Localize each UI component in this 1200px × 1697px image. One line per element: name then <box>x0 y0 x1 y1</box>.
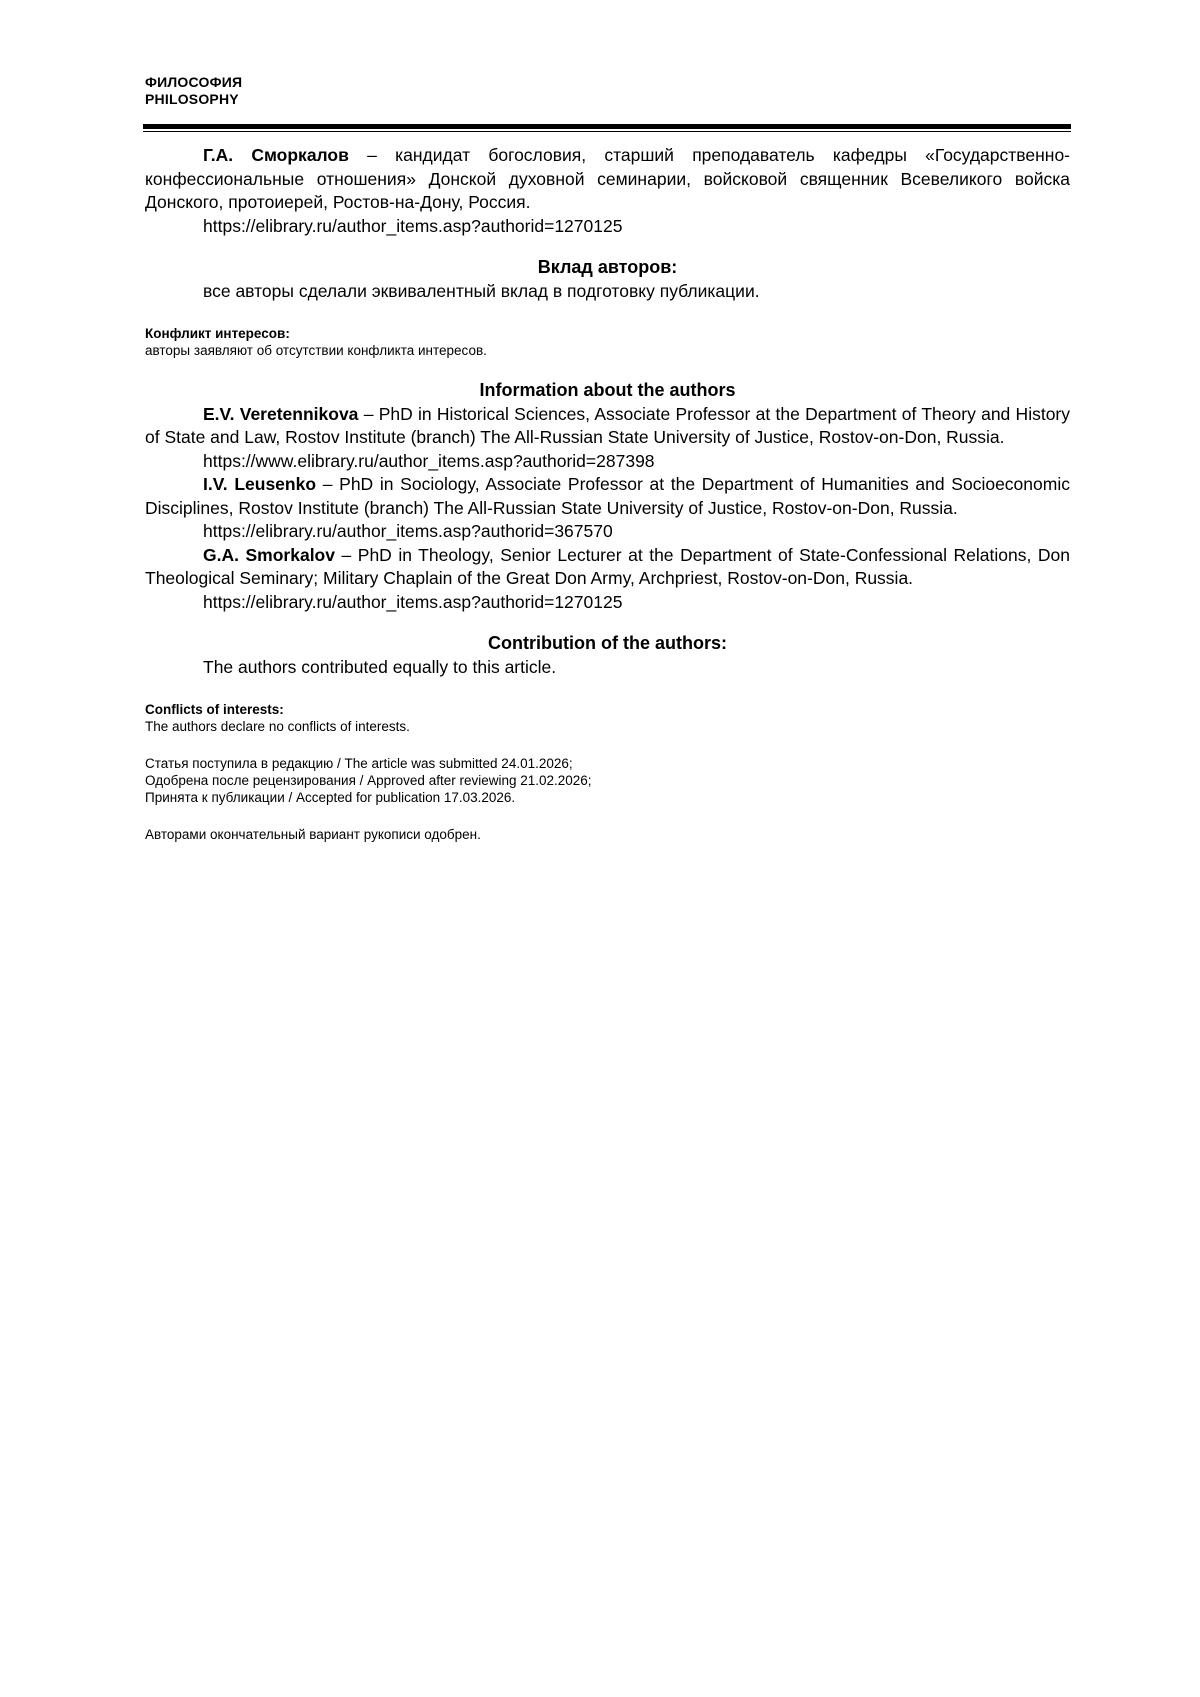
running-head <box>145 74 745 108</box>
section-title-en: PHILOSOPHY <box>145 91 239 107</box>
page-content <box>145 144 1070 843</box>
en-author-text-1: – PhD in Historical Sciences, Associate Professor at the Department of Theory and History of State and Law, Rostov Institute (branch) The All-Russian State University of Justice, Rostov-on-Don, Russia. <box>145 403 1071 447</box>
ru-contribution-title: Вклад авторов: <box>537 257 678 277</box>
final-note: Авторами окончательный вариант рукописи одобрен. <box>145 827 481 842</box>
ru-author-name: Г.А. Сморкалов <box>203 145 349 165</box>
header-rule-thick <box>143 124 1071 129</box>
en-author-url-1: https://www.elibrary.ru/author_items.asp?authorid=287398 <box>203 450 655 471</box>
ru-conflict-title: Конфликт интересов: <box>145 326 290 341</box>
date-approved: Одобрена после рецензирования / Approved after reviewing 21.02.2026; <box>145 773 592 788</box>
en-author-name-2: I.V. Leusenko <box>203 474 317 494</box>
en-author-text-3: – PhD in Theology, Senior Lecturer at the Department of State-Confessional Relations, Don Theological Seminary; Military Chaplain of the Great Don Army, Archpriest, Rostov-on-Don, Russia. <box>145 544 1070 588</box>
en-author-bio-3 <box>145 544 1070 591</box>
en-info-title: Information about the authors <box>479 380 736 400</box>
ru-conflict-text: авторы заявляют об отсутствии конфликта интересов. <box>145 343 487 358</box>
date-submitted: Статья поступила в редакцию / The article was submitted 24.01.2026; <box>145 756 573 771</box>
en-author-text-2: – PhD in Sociology, Associate Professor at the Department of Humanities and Socioeconomic Disciplines, Rostov Institute (branch) The All-Russian State University of Justice, Rostov-on-Don, Russia. <box>145 474 1070 518</box>
en-author-bio-2 <box>145 473 1070 520</box>
en-author-bio-1 <box>145 403 1070 450</box>
en-contribution-title: Contribution of the authors: <box>488 633 727 653</box>
en-conflict-text: The authors declare no conflicts of interests. <box>145 719 410 734</box>
en-author-url-3: https://elibrary.ru/author_items.asp?authorid=1270125 <box>203 591 623 612</box>
ru-contribution-text: все авторы сделали эквивалентный вклад в подготовку публикации. <box>203 280 760 301</box>
en-contribution-text: The authors contributed equally to this article. <box>203 656 557 677</box>
en-author-name-3: G.A. Smorkalov <box>203 544 335 565</box>
date-accepted: Принята к публикации / Accepted for publication 17.03.2026. <box>145 790 516 805</box>
section-title-ru: ФИЛОСОФИЯ <box>145 74 243 90</box>
en-author-url-2: https://elibrary.ru/author_items.asp?authorid=367570 <box>203 521 613 541</box>
en-conflict-title: Conflicts of interests: <box>145 702 284 717</box>
ru-author-bio <box>145 144 1070 215</box>
ru-author-text: – кандидат богословия, старший преподаватель кафедры «Государственно-конфессиональные отношения» Донской духовной семинарии, войсковой священник Всевеликого войска Донского, протоиерей, Ростов-на-Дону, Россия. <box>145 145 1071 212</box>
header-rule-thin <box>143 131 1071 132</box>
ru-author-url: https://elibrary.ru/author_items.asp?authorid=1270125 <box>203 215 623 236</box>
en-author-name-1: E.V. Veretennikova <box>203 403 359 424</box>
